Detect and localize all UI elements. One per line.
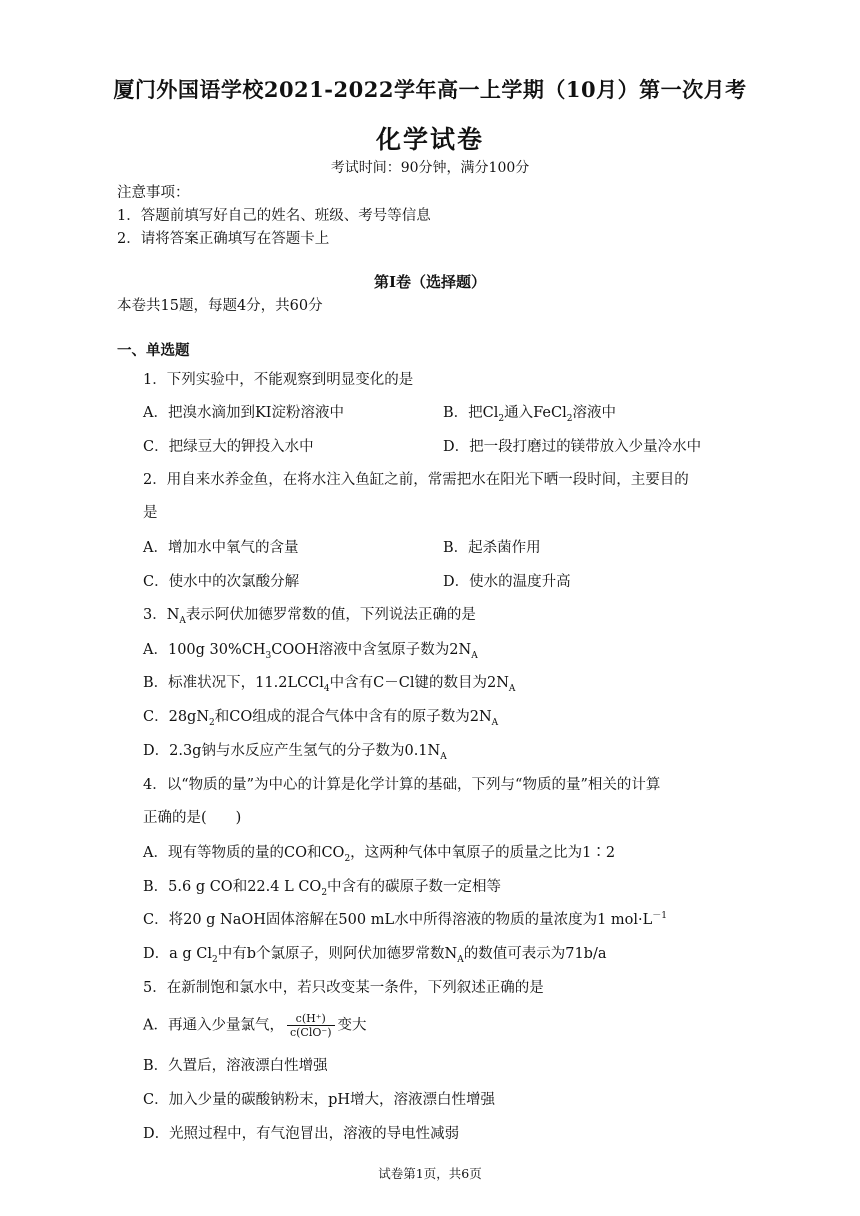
q3-option-a: A．100g $30\%CH_3COOH$溶液中含氢原子数为$2N_A$ [143,642,478,661]
q3-option-d: D．2.3g钠与水反应产生氢气的分子数为$0.1N_A$ [143,743,447,762]
q2-option-c: C．使水中的次氯酸分解 [143,574,300,590]
q5-option-c: C．加入少量的碳酸钠粉末，pH增大，溶液漂白性增强 [143,1092,496,1108]
q4-option-a: A．现有等物质的量的CO和$CO_2$，这两种气体中氧原子的质量之比为1∶2 [143,845,616,864]
q1-stem: 1．下列实验中，不能观察到明显变化的是 [143,372,414,388]
q2-option-d: D．使水的温度升高 [443,574,571,590]
note-item-2: 2．请将答案正确填写在答题卡上 [117,231,330,247]
q2-option-b: B．起杀菌作用 [443,540,541,556]
q5-stem: 5．在新制饱和氯水中，若只改变某一条件，下列叙述正确的是 [143,980,544,996]
q1-option-b: B．把$Cl_2$通入FeCl$_2$溶液中 [443,405,616,424]
exam-title: 厦门外国语学校2021-2022学年高一上学期（10月）第一次月考 [113,77,747,102]
q4-option-d: D．a g $Cl_2$中有b个氯原子，则阿伏加德罗常数$N_A$的数值可表示为71b/a [143,946,607,965]
q1-option-c: C．把绿豆大的钾投入水中 [143,439,314,455]
exam-info: 考试时间：90分钟，满分100分 [330,160,530,176]
q5-option-d: D．光照过程中，有气泡冒出，溶液的导电性减弱 [143,1126,460,1142]
q4-option-c: C．将20 g NaOH固体溶解在500 mL水中所得溶液的物质的量浓度为1 $mol\cdot L^{-1}$ [143,911,667,928]
question-group-heading: 一、单选题 [117,342,190,359]
q5-option-b: B．久置后，溶液漂白性增强 [143,1058,328,1074]
section-title: 第Ⅰ卷（选择题） [373,273,487,291]
q3-option-b: B．标准状况下，11.2LCCl$_4$中含有C－Cl键的数目为$2N_A$ [143,675,516,694]
q1-option-a: A．把溴水滴加到KI淀粉溶液中 [143,405,345,421]
q2-option-a: A．增加水中氧气的含量 [143,540,299,556]
q3-stem: 3．$N_A$表示阿伏加德罗常数的值，下列说法正确的是 [143,607,476,626]
subject-title: 化学试卷 [375,125,484,154]
q4-stem-line1: 4．以“物质的量”为中心的计算是化学计算的基础，下列与“物质的量”相关的计算 [143,777,661,793]
q3-option-c: C．$28gN_2$和CO组成的混合气体中含有的原子数为$2N_A$ [143,709,499,728]
concentration-ratio-fraction: $\frac{c(H^+)}{\text{c(ClO⁻)}}$ [287,1012,335,1039]
q4-stem-line2: 正确的是( ) [143,810,242,826]
q2-stem-line2: 是 [143,505,158,521]
q2-stem-line1: 2．用自来水养金鱼，在将水注入鱼缸之前，常需把水在阳光下晒一段时间，主要目的 [143,472,689,488]
page-footer: 试卷第1页，共6页 [378,1166,482,1181]
q4-option-b: B．5.6 g CO和22.4 L $CO_2$中含有的碳原子数一定相等 [143,879,502,898]
notes-heading: 注意事项： [117,185,190,201]
note-item-1: 1．答题前填写好自己的姓名、班级、考号等信息 [117,208,431,224]
q5-option-a: A．再通入少量氯气， $\frac{c(H^+)}{\text{c(ClO⁻)}}$ 变大 [143,1012,367,1039]
q1-option-d: D．把一段打磨过的镁带放入少量冷水中 [443,439,702,455]
section-description: 本卷共15题，每题4分，共60分 [117,298,323,314]
